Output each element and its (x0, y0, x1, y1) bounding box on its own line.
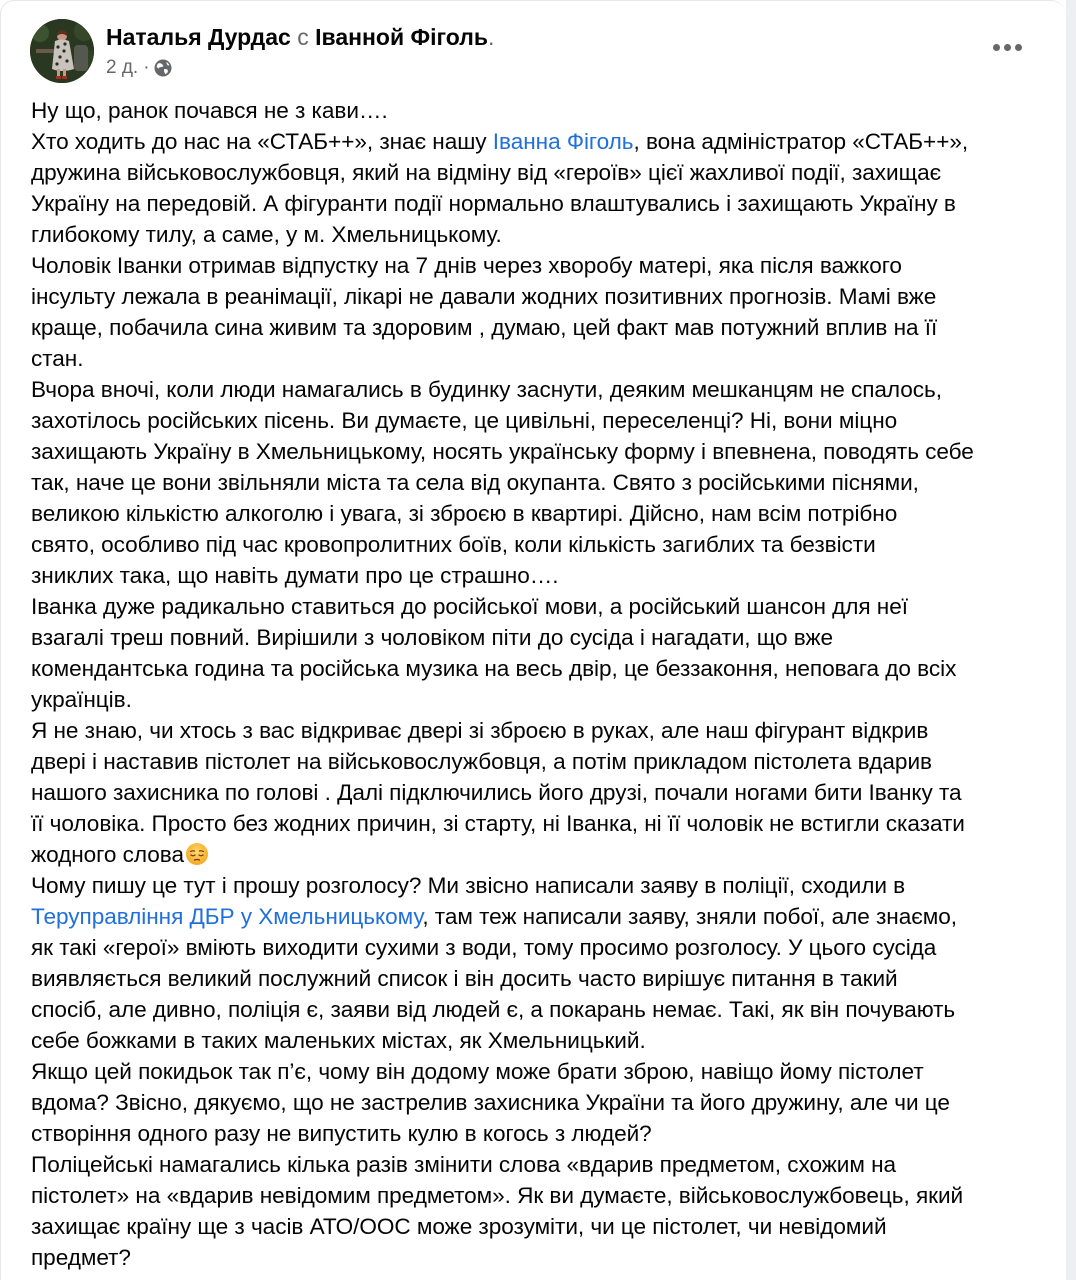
post-text-segment: Україну на передовій. А фігуранти події нормально влаштувались і захищають Україну в (31, 191, 956, 216)
post-text-segment: жодного слова (31, 842, 184, 867)
post-text-line (31, 405, 1061, 436)
post-text-line (31, 95, 1061, 126)
post-text-segment: Іванка дуже радикально ставиться до російської мови, а російський шансон для неї (31, 594, 908, 619)
post-text-line (31, 498, 1061, 529)
globe-icon[interactable] (154, 59, 172, 77)
post-text-segment: захищає країну ще з часів АТО/ООС може зрозуміти, чи це пістолет, чи невідомий (31, 1214, 887, 1239)
post-text-segment: Ну що, ранок почався не з кави…. (31, 98, 388, 123)
post-text-line (31, 250, 1061, 281)
post-text-line (31, 436, 1061, 467)
post-text-segment: глибокому тилу, а саме, у м. Хмельницькому. (31, 222, 502, 247)
post-text-segment: Вчора вночі, коли люди намагались в будинку заснути, деяким мешканцям не спалось, (31, 377, 942, 402)
post-text-segment: як такі «герої» вміють виходити сухими з води, тому просимо розголосу. У цього сусіда (31, 935, 937, 960)
post-text-segment: так, наче це вони звільняли міста та села від окупанта. Свято з російськими піснями, (31, 470, 919, 495)
post-text-segment: Якщо цей покидьок так п’є, чому він додому може брати зброю, навіщо йому пістолет (31, 1059, 924, 1084)
post-text-segment: предмет? (31, 1245, 131, 1270)
post-text-segment: великою кількістю алкоголю і увага, зі зброєю в квартирі. Дійсно, нам всім потрібно (31, 501, 898, 526)
post-text-line (31, 343, 1061, 374)
post-text-line (31, 467, 1061, 498)
more-options-icon (993, 44, 1000, 51)
post-text-line (31, 312, 1061, 343)
post-header (30, 19, 1045, 85)
author-line (106, 23, 494, 51)
post-text-segment: інсульту лежала в реанімації, лікарі не давали жодних позитивних прогнозів. Мамі вже (31, 284, 937, 309)
post-text-segment: Чому пишу це тут і прошу розголосу? Ми звісно написали заяву в поліції, сходили в (31, 873, 906, 898)
tagged-user-link[interactable]: Іванной Фіголь (315, 24, 489, 50)
post-text-line (31, 281, 1061, 312)
post-text-segment: Я не знаю, чи хтось з вас відкриває двері зі зброєю в руках, але наш фігурант відкрив (31, 718, 929, 743)
post-text-segment: виявляється великий послужний список і він досить часто вирішує питання в такий (31, 966, 898, 991)
post-text-line (31, 219, 1061, 250)
post-text-line (31, 1180, 1061, 1211)
post-text-segment: вдома? Звісно, дякуємо, що не застрелив захисника України та його дружину, але чи це (31, 1090, 950, 1115)
more-options-icon-dot (1004, 44, 1011, 51)
post-text (31, 95, 1061, 1273)
post-text-line (31, 560, 1061, 591)
post-text-segment: нашого захисника по голові . Далі підключились його друзі, почали ногами бити Іванку та (31, 780, 962, 805)
post-text-line (31, 901, 1061, 932)
post-text-segment: Чоловік Іванки отримав відпустку на 7 днів через хворобу матері, яка після важкого (31, 253, 902, 278)
post-text-line (31, 1025, 1061, 1056)
post-text-line (31, 746, 1061, 777)
more-options-button[interactable] (987, 33, 1027, 61)
post-text-line (31, 870, 1061, 901)
post-text-segment: захищають Україну в Хмельницькому, носять українську форму і впевнена, поводять себе (31, 439, 974, 464)
post-text-line (31, 1087, 1061, 1118)
post-text-segment: Хто ходить до нас на «СТАБ++», знає нашу (31, 129, 493, 154)
post-text-line (31, 653, 1061, 684)
post-text-segment: створіння одного разу не випустить кулю в когось з людей? (31, 1121, 652, 1146)
more-options-icon-dot (1015, 44, 1022, 51)
post-text-line (31, 1149, 1061, 1180)
end-dot: . (488, 24, 495, 50)
page-scroll-gutter (1066, 0, 1076, 1280)
post-text-segment: дружина військовослужбовця, який на відміну від «героїв» цієї жахливої події, захищає (31, 160, 942, 185)
post-text-segment: спосіб, але дивно, поліція є, заяви від людей є, а покарань немає. Такі, як він почувають (31, 997, 956, 1022)
post-text-line (31, 529, 1061, 560)
post-text-segment: її чоловіка. Просто без жодних причин, зі старту, ні Іванка, ні її чоловік не встигли сказати (31, 811, 965, 836)
post-meta (106, 56, 172, 80)
post-text-line (31, 1118, 1061, 1149)
post-text-line (31, 126, 1061, 157)
mention-link[interactable]: Теруправління ДБР у Хмельницькому (31, 904, 423, 929)
post-text-segment: зниклих така, що навіть думати про це страшно…. (31, 563, 559, 588)
post-text-segment: себе божками в таких маленьких містах, як Хмельницький. (31, 1028, 646, 1053)
post-timestamp[interactable]: 2 д. (106, 57, 139, 78)
post-text-segment: краще, побачила сина живим та здоровим , думаю, цей факт мав потужний вплив на її (31, 315, 938, 340)
post-text-segment: взагалі треш повний. Вирішили з чоловіком піти до сусіда і нагадати, що вже (31, 625, 834, 650)
post-text-segment: , вона адміністратор «СТАБ++», (633, 129, 969, 154)
post-text-line (31, 591, 1061, 622)
post-text-line (31, 1211, 1061, 1242)
post-text-segment: комендантська година та російська музика на весь двір, це беззаконня, неповага до всіх (31, 656, 957, 681)
post-text-line (31, 1056, 1061, 1087)
avatar-photo-icon (30, 19, 94, 83)
post-text-line (31, 157, 1061, 188)
post-text-segment: , там теж написали заяву, зняли побої, але знаємо, (422, 904, 957, 929)
pensive-face-emoji (185, 842, 209, 866)
post-text-segment: двері і наставив пістолет на військовослужбовця, а потім прикладом пістолета вдарив (31, 749, 932, 774)
author-name-link[interactable]: Наталья Дурдас (106, 24, 291, 50)
post-text-line (31, 374, 1061, 405)
post-text-line (31, 963, 1061, 994)
post-text-segment: українців. (31, 687, 132, 712)
post-text-segment: свято, особливо під час кровопролитних боїв, коли кількість загиблих та безвісти (31, 532, 876, 557)
author-avatar[interactable] (30, 19, 94, 83)
post-text-segment: Поліцейські намагались кілька разів змінити слова «вдарив предметом, схожим на (31, 1152, 897, 1177)
post-text-line (31, 994, 1061, 1025)
post-text-line (31, 684, 1061, 715)
meta-separator: · (143, 57, 150, 78)
post-text-line (31, 839, 1061, 870)
post-text-segment: пістолет» на «вдарив невідомим предметом». Як ви думаєте, військовослужбовець, який (31, 1183, 964, 1208)
post-text-line (31, 932, 1061, 963)
mention-link[interactable]: Іванна Фіголь (492, 129, 634, 154)
post-text-line (31, 715, 1061, 746)
post-text-line (31, 808, 1061, 839)
post-text-line (31, 188, 1061, 219)
post-text-line (31, 1242, 1061, 1273)
post-text-line (31, 622, 1061, 653)
post-text-segment: захотілось російських пісень. Ви думаєте, це цивільні, переселенці? Ні, вони міцно (31, 408, 898, 433)
with-word: с (297, 24, 309, 50)
post-text-line (31, 777, 1061, 808)
post-text-segment: стан. (31, 346, 84, 371)
